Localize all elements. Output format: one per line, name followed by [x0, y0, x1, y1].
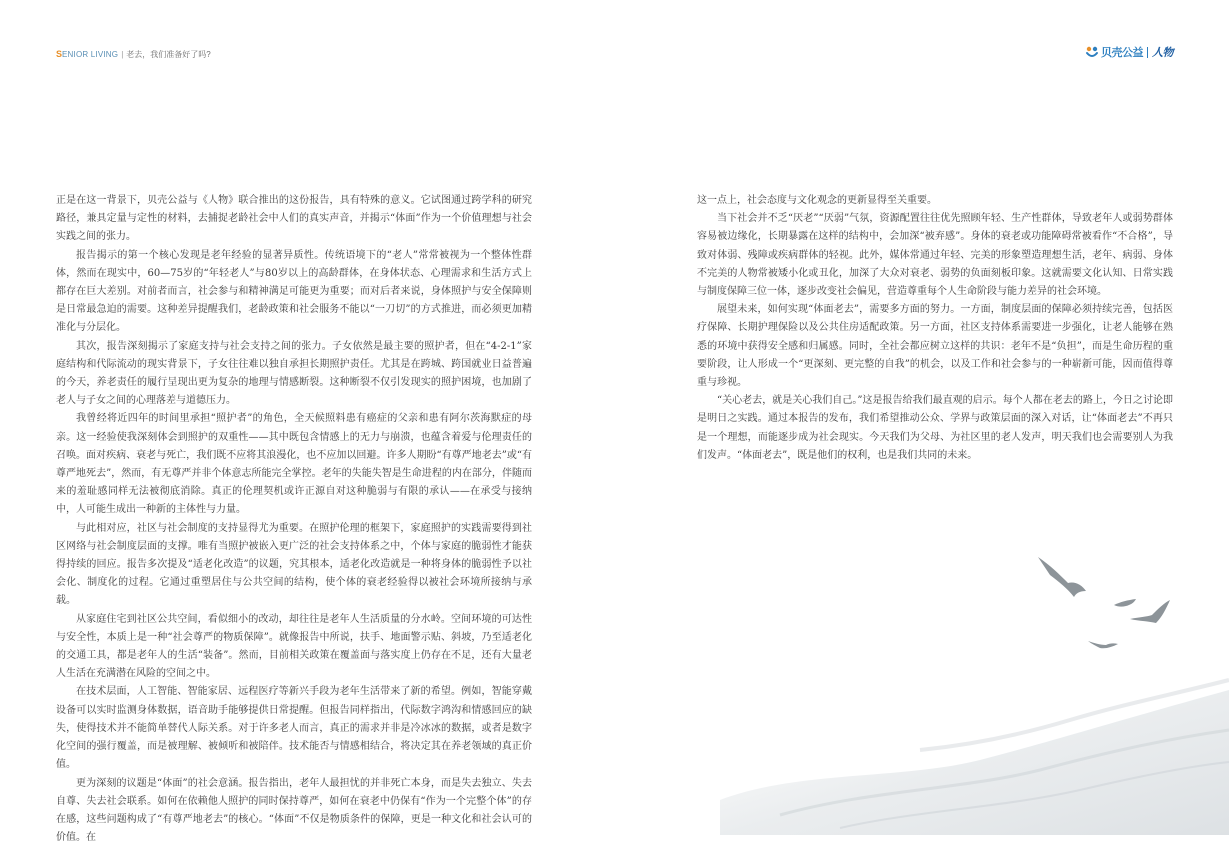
bird-medium — [1130, 600, 1170, 623]
flying-birds-illustration — [1020, 545, 1190, 665]
paragraph: 报告揭示的第一个核心发现是老年经验的显著异质性。传统语境下的“老人”常常被视为一个整体性群体，然而在现实中，60—75岁的“年轻老人”与80岁以上的高龄群体，在身体状态、心理需求和生活方式上都存在巨大差别。对前者而言，社会参与和精神满足可能更为重要；而对后者来说，身体照护与安全保障则是日常最急迫的需要。这种差异提醒我们，老龄政策和社会服务不能以“一刀切”的方式推进，而必须更加精准化与分层化。 — [56, 247, 532, 338]
header-subtitle: 老去，我们准备好了吗? — [126, 50, 210, 59]
paragraph: 在技术层面，人工智能、智能家居、远程医疗等新兴手段为老年生活带来了新的希望。例如，智能穿戴设备可以实时监测身体数据，语音助手能够提供日常提醒。但报告同样指出，代际数字鸿沟和情感回应的缺失，使得技术并不能简单替代人际关系。对于许多老人而言，真正的需求并非是冷冰冰的数据，或者是数字化空间的强行覆盖，而是被理解、被倾听和被陪伴。技术能否与情感相结合，将决定其在养老领域的真正价值。 — [56, 683, 532, 774]
brand-initial: S — [56, 49, 62, 59]
paragraph: 其次，报告深刻揭示了家庭支持与社会支持之间的张力。子女依然是最主要的照护者，但在“4-2-1”家庭结构和代际流动的现实背景下，子女往往难以独自承担长期照护责任。尤其是在跨城、跨国就业日益普遍的今天，养老责任的履行呈现出更为复杂的地理与情感断裂。这种断裂不仅引发现实的照护困境，也加剧了老人与子女之间的心理落差与道德压力。 — [56, 338, 532, 411]
ink-wave-illustration — [720, 650, 1229, 835]
bird-tiny — [1088, 641, 1118, 648]
shell-logo-icon — [1085, 45, 1099, 59]
left-text-column — [56, 192, 532, 847]
paragraph: 更为深刻的议题是“体面”的社会意涵。报告指出，老年人最担忧的并非死亡本身，而是失去独立、失去自尊、失去社会联系。如何在依赖他人照护的同时保持尊严，如何在衰老中仍保有“作为一个完整个体”的存在感，这些问题构成了“有尊严地老去”的核心。“体面”不仅是物质条件的保障，更是一种文化和社会认可的价值。在 — [56, 775, 532, 847]
paragraph: 与此相对应，社区与社会制度的支持显得尤为重要。在照护伦理的框架下，家庭照护的实践需要得到社区网络与社会制度层面的支撑。唯有当照护被嵌入更广泛的社会支持体系之中，个体与家庭的脆弱性才能获得持续的回应。报告多次提及“适老化改造”的议题，究其根本，适老化改造就是一种将身体的脆弱性予以社会化、制度化的过程。它通过重塑居住与公共空间的结构，使个体的衰老经验得以被社会环境所接纳与承载。 — [56, 520, 532, 611]
running-header — [56, 48, 211, 61]
paragraph: 我曾经将近四年的时间里承担“照护者”的角色，全天候照料患有癌症的父亲和患有阿尔茨海默症的母亲。这一经验使我深刻体会到照护的双重性——其中既包含情感上的无力与崩溃，也蕴含着爱与伦理责任的召唤。面对疾病、衰老与死亡，我们既不应将其浪漫化，也不应加以回避。许多人期盼“有尊严地老去”或“有尊严地死去”，然而，有无尊严并非个体意志所能完全掌控。老年的失能失智是生命进程的内在部分，伴随而来的羞耻感同样无法被彻底消除。真正的伦理契机或许正源自对这种脆弱与有限的承认——在承受与接纳中，人可能生成出一种新的主体性与力量。 — [56, 410, 532, 519]
paragraph: 展望未来，如何实现“体面老去”，需要多方面的努力。一方面，制度层面的保障必须持续完善，包括医疗保障、长期护理保险以及公共住房适配政策。另一方面，社区支持体系需要进一步强化，让老人能够在熟悉的环境中获得安全感和归属感。同时，全社会都应树立这样的共识：老年不是“负担”，而是生命历程的重要阶段，让人形成一个“更深刻、更完整的自我”的机会，以及工作和社会参与的一种崭新可能，因而值得尊重与珍视。 — [697, 301, 1173, 392]
paragraph: 当下社会并不乏“厌老”“厌弱”气氛，资源配置往往优先照顾年轻、生产性群体，导致老年人或弱势群体容易被边缘化，长期暴露在这样的结构中，会加深“被弃感”。身体的衰老或功能障碍常被看作“不合格”，导致对体弱、残障或疾病群体的轻视。此外，媒体常通过年轻、完美的形象塑造理想生活，老年、病弱、身体不完美的人物常被矮小化或丑化，加深了大众对衰老、弱势的负面刻板印象。这就需要文化认知、日常实践与制度保障三位一体，逐步改变社会偏见，营造尊重每个人生命阶段与能力差异的社会环境。 — [697, 210, 1173, 301]
paragraph: “关心老去，就是关心我们自己。”这是报告给我们最直观的启示。每个人都在老去的路上，今日之讨论即是明日之实践。通过本报告的发布，我们希望推动公众、学界与政策层面的深入对话，让“体面老去”不再只是一个理想，而能逐步成为社会现实。今天我们为父母、为社区里的老人发声，明天我们也会需要别人为我们发声。“体面老去”，既是他们的权利，也是我们共同的未来。 — [697, 392, 1173, 465]
header-separator: | — [121, 50, 123, 59]
brand-name: ENIOR LIVING — [62, 50, 118, 59]
publisher-logo — [1085, 44, 1173, 60]
paragraph: 从家庭住宅到社区公共空间，看似细小的改动，却往往是老年人生活质量的分水岭。空间环境的可达性与安全性，本质上是一种“社会尊严的物质保障”。就像报告中所说，扶手、地面警示贴、斜坡，乃至适老化的交通工具，都是老年人的生活“装备”。然而，目前相关政策在覆盖面与落实度上仍存在不足，还有大量老人生活在充满潜在风险的空间之中。 — [56, 611, 532, 684]
paragraph: 这一点上，社会态度与文化观念的更新显得至关重要。 — [697, 192, 1173, 210]
logo-name: 贝壳公益 — [1101, 44, 1143, 60]
logo-divider — [1147, 47, 1148, 58]
logo-partner: 人物 — [1152, 44, 1173, 60]
paragraph: 正是在这一背景下，贝壳公益与《人物》联合推出的这份报告，具有特殊的意义。它试图通过跨学科的研究路径，兼具定量与定性的材料，去捕捉老龄社会中人们的真实声音，并揭示“体面”作为一个价值理想与社会实践之间的张力。 — [56, 192, 532, 247]
bird-large — [1038, 557, 1086, 597]
bird-small — [1114, 599, 1136, 607]
right-text-column — [697, 192, 1173, 465]
